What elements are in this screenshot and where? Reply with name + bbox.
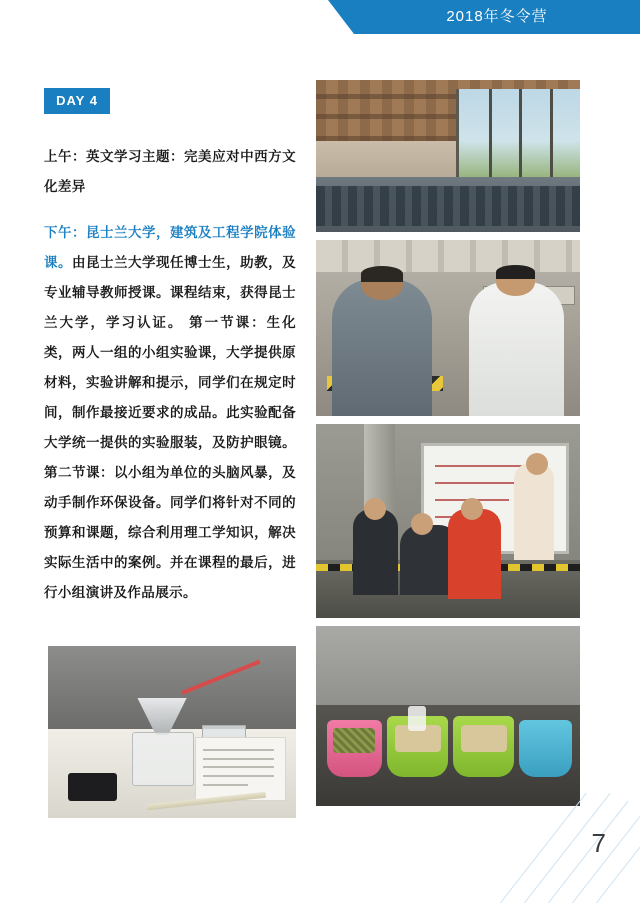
afternoon-body: 由昆士兰大学现任博士生，助教，及专业辅导教师授课。课程结束，获得昆士兰大学，学习认证。 第一节课：生化类，两人一组的小组实验课，大学提供原材料，实验讲解和提示，同学们在规定时间，制作最接近要求的成品。此实验配备大学统一提供的实验服装，及防护眼镜。 第二节课：以小组为单位的头脑风暴，及动手制作环保设备。同学们将针对不同的预算和课题，综合利用理工学知识，解决实际生活中的案例。并在课程的最后，进行小组演讲及作品展示。	[44, 255, 296, 600]
header-banner-tail	[328, 0, 354, 34]
afternoon-highlight: 下午：昆士兰大学，建筑及工程学院体验课。	[44, 225, 296, 270]
whiteboard-group-work-photo	[316, 424, 580, 618]
engineering-lab-photo	[316, 240, 580, 416]
content-text-column	[44, 142, 296, 624]
page-number: 7	[591, 828, 606, 858]
day-badge: DAY 4	[44, 88, 110, 114]
corner-decoration	[490, 793, 640, 903]
colored-buckets-experiment-photo	[316, 626, 580, 806]
page-header	[0, 0, 640, 38]
header-title: 2018年冬令营	[446, 8, 548, 25]
afternoon-paragraph	[44, 218, 296, 608]
weighing-scale-bench-photo	[48, 646, 296, 818]
lecture-hall-photo	[316, 80, 580, 232]
morning-paragraph: 上午：英文学习主题：完美应对中西方文化差异	[44, 149, 296, 194]
